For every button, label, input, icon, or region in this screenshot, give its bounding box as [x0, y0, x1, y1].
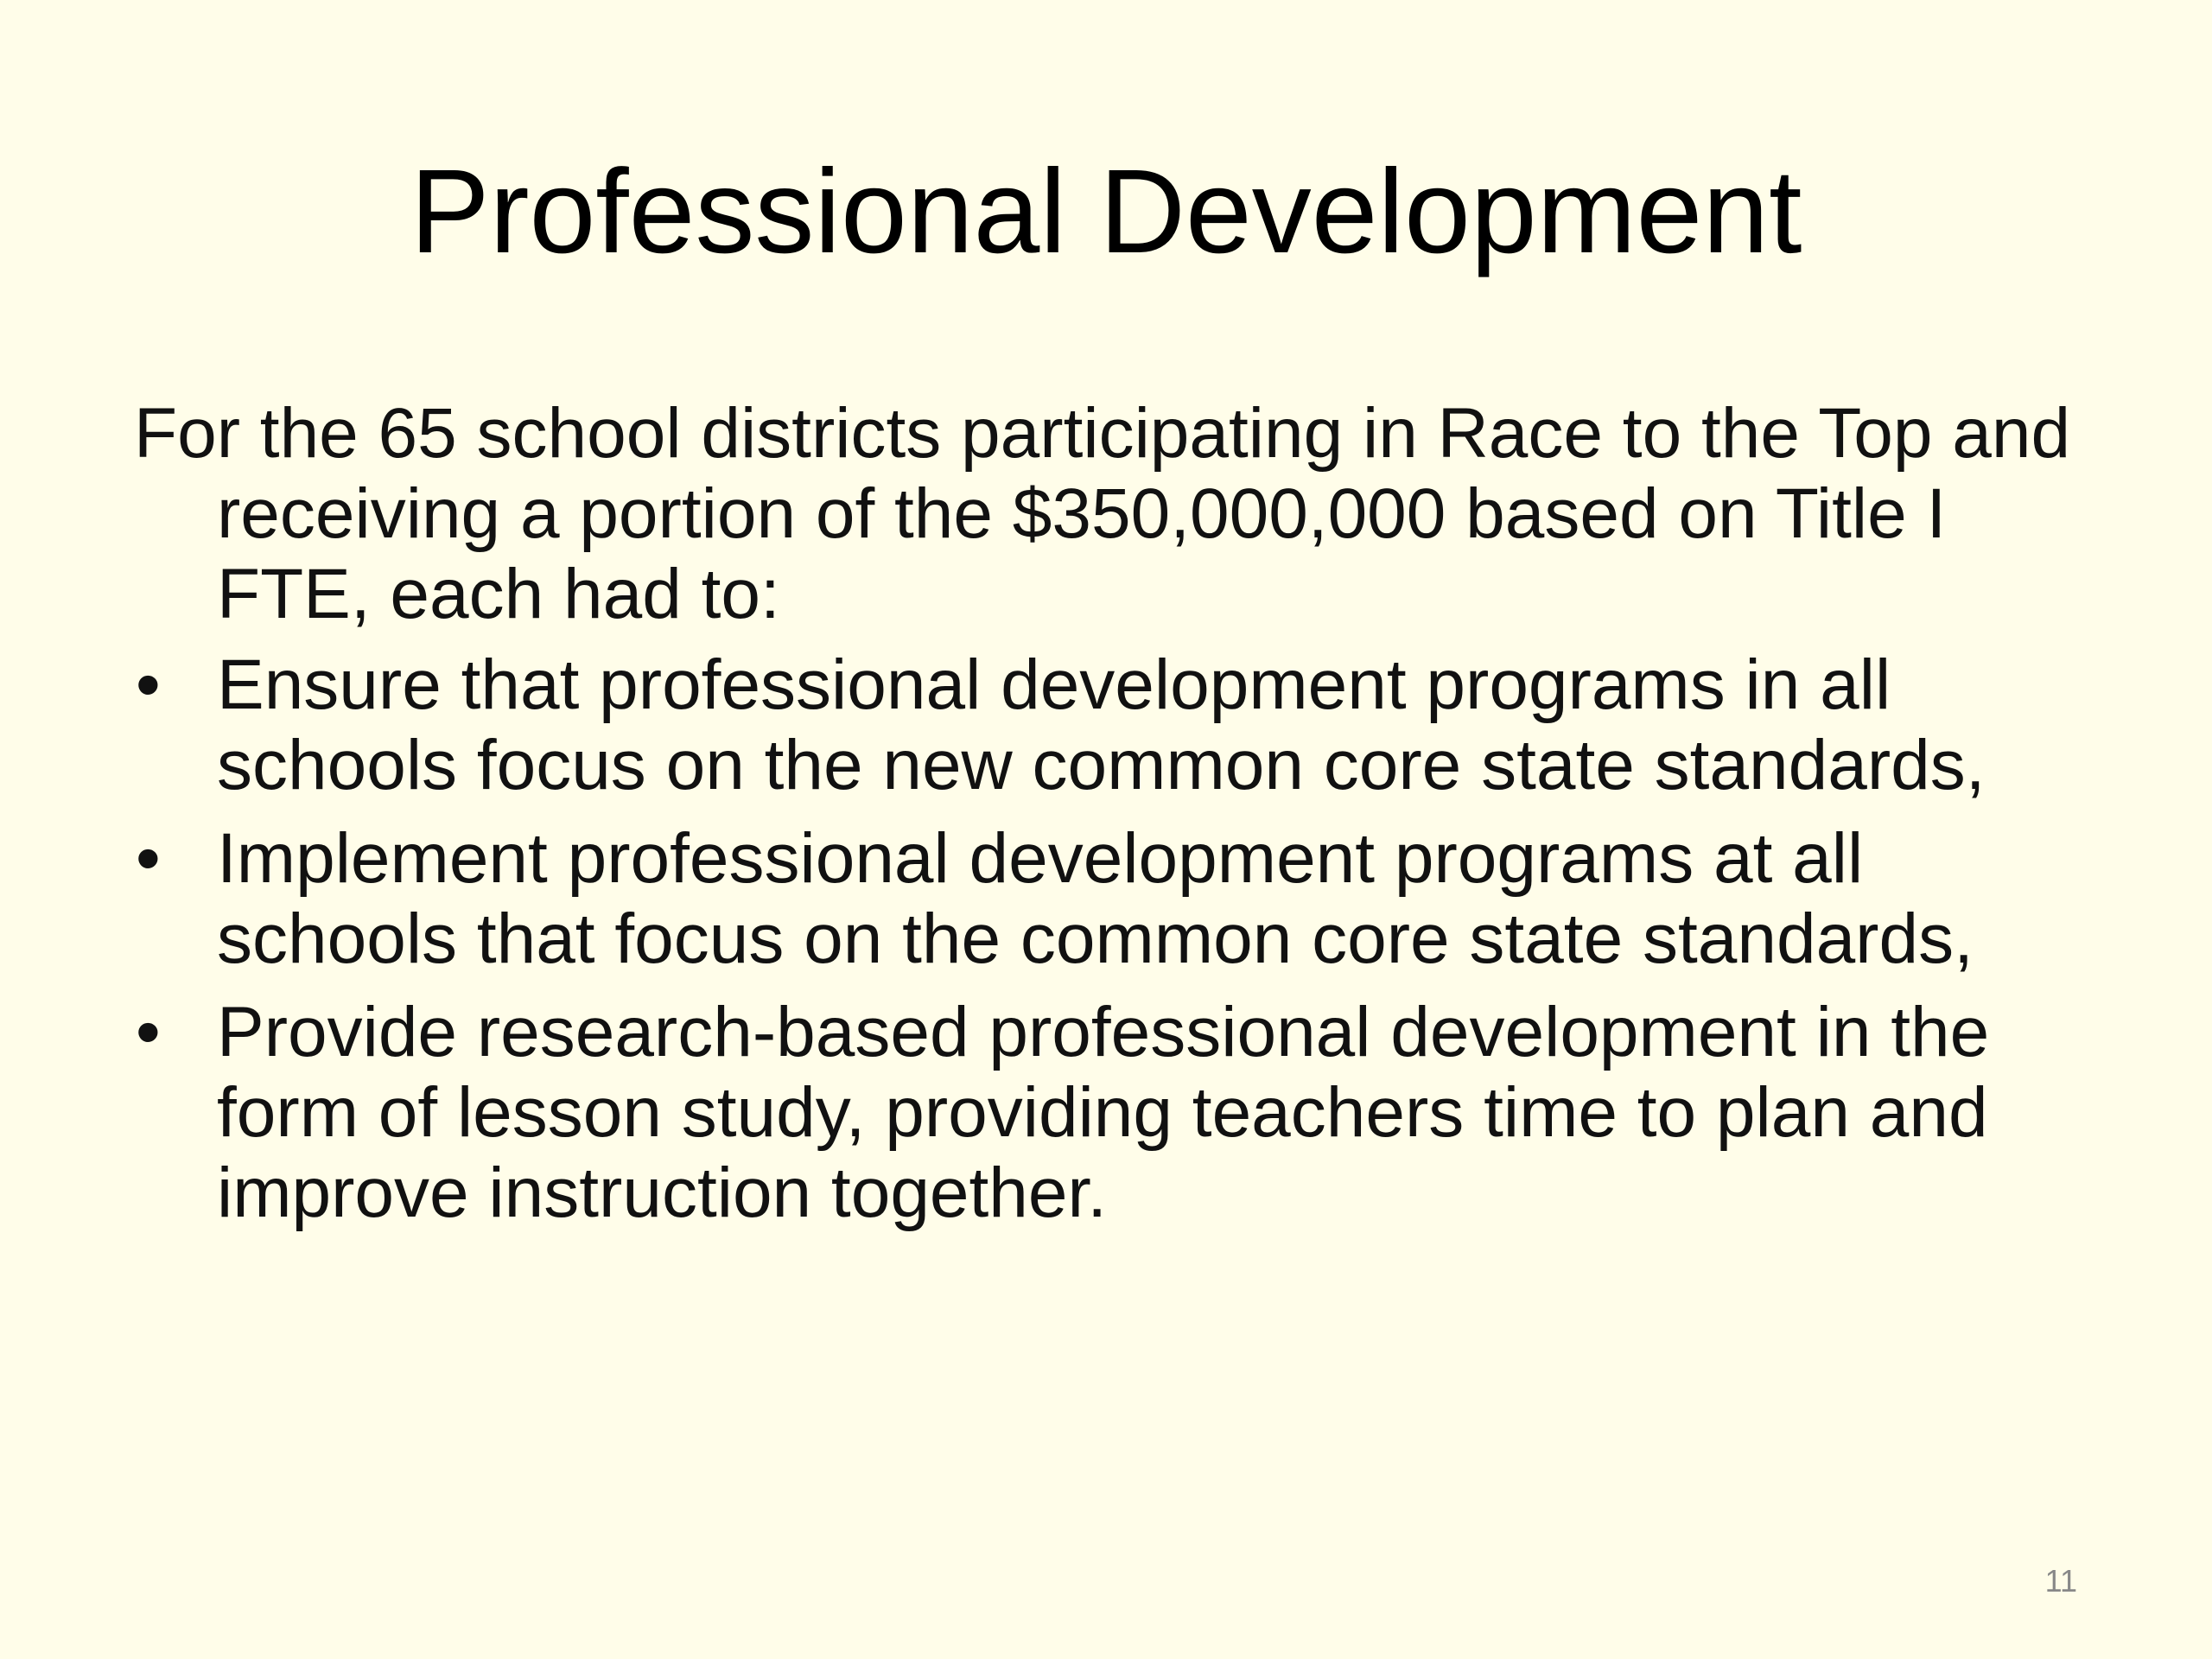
bullet-text: Ensure that professional development programs in all schools focus on the new common core state standards,: [217, 645, 1986, 804]
page-number: 11: [2044, 1563, 2077, 1599]
bullet-dot-icon: •: [136, 819, 161, 898]
bullet-text: Provide research-based professional development in the form of lesson study, providing teachers time to plan and improve instruction together.: [217, 993, 1990, 1232]
bullet-item: [134, 992, 2113, 1233]
bullet-list: [134, 645, 2113, 1233]
bullet-dot-icon: •: [136, 993, 161, 1071]
intro-paragraph: For the 65 school districts participating in Race to the Top and receiving a portion of the $350,000,000 based on Title I FTE, each had to:: [134, 394, 2071, 633]
slide-title: Professional Development: [410, 145, 1802, 278]
bullet-text: Implement professional development programs at all schools that focus on the common core state standards,: [217, 819, 1974, 978]
bullet-item: [134, 818, 2113, 979]
bullet-dot-icon: •: [136, 645, 161, 724]
bullet-item: [134, 645, 2113, 805]
slide-body: [134, 393, 2113, 1246]
